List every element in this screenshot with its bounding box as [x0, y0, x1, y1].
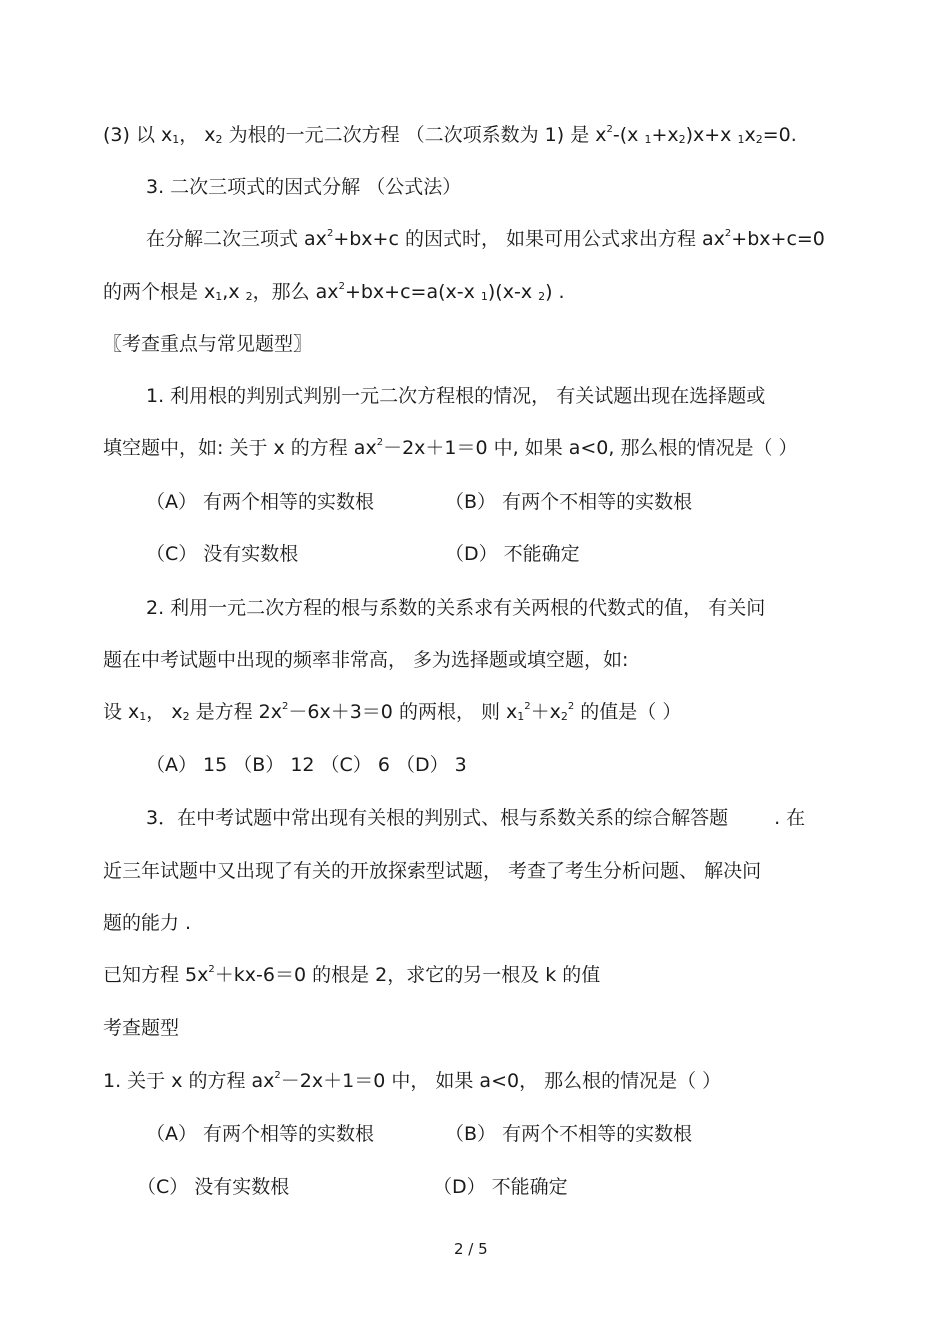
line-4 [103, 280, 565, 304]
text: ， x [146, 701, 183, 723]
subscript: 1 [737, 133, 745, 146]
line-12 [103, 700, 681, 724]
subscript: 1 [517, 710, 525, 723]
text: +bx+c=0 [731, 228, 825, 250]
text: ) . [545, 281, 565, 303]
text: )(x-x [487, 281, 539, 303]
text: 3. 二次三项式的因式分解 （公式法） [146, 176, 462, 198]
text: ，那么 ax [252, 281, 339, 303]
option-a-2 [146, 1122, 374, 1146]
line-7 [103, 436, 798, 460]
subscript: 1 [215, 290, 223, 303]
text: . 在 [774, 807, 806, 829]
text: (3) 以 x [103, 124, 173, 146]
subscript: 1 [480, 290, 488, 303]
subscript: 2 [538, 290, 546, 303]
line-1 [103, 123, 797, 147]
option-d [445, 542, 580, 566]
line-15 [103, 859, 761, 883]
text: 2. 利用一元二次方程的根与系数的关系求有关两根的代数式的值， 有关问 [146, 597, 766, 619]
subscript: 1 [644, 133, 652, 146]
text: 1. 关于 x 的方程 ax [103, 1070, 275, 1092]
text: －6x＋3＝0 的两根， 则 x [288, 701, 518, 723]
text: x [744, 124, 756, 146]
text: （A） 有两个相等的实数根 [146, 1123, 375, 1145]
section-heading-factorization [146, 175, 461, 199]
subscript: 2 [215, 133, 223, 146]
text: 为根的一元二次方程 （二次项系数为 1) 是 x [222, 124, 607, 146]
subscript: 1 [139, 710, 147, 723]
text: ,x [222, 281, 246, 303]
superscript: 2 [567, 701, 575, 712]
text: 在分解二次三项式 ax [146, 228, 327, 250]
subscript: 2 [755, 133, 763, 146]
option-c-2 [137, 1175, 289, 1199]
text: （A） 15 （B） 12 （C） 6 （D） 3 [146, 754, 467, 776]
line-16 [103, 911, 191, 935]
text: )x+x [685, 124, 738, 146]
superscript: 2 [208, 964, 215, 975]
superscript: 2 [376, 437, 384, 448]
text: ， x [179, 124, 216, 146]
text: 近三年试题中又出现了有关的开放探索型试题， 考查了考生分析问题、 解决问 [103, 860, 762, 882]
text: －2x＋1＝0 中， 如果 a<0， 那么根的情况是（ ） [280, 1070, 722, 1092]
text: +bx+c 的因式时， 如果可用公式求出方程 ax [333, 228, 725, 250]
text: 设 x [103, 701, 140, 723]
superscript: 2 [326, 228, 334, 239]
text: 2 / 5 [454, 1240, 488, 1258]
text: =0. [762, 124, 797, 146]
text: -(x [612, 124, 645, 146]
superscript: 2 [338, 281, 345, 292]
subscript: 2 [678, 133, 686, 146]
line-3 [146, 227, 825, 251]
text: 的两个根是 x [103, 281, 216, 303]
line-17 [103, 963, 600, 987]
subscript: 1 [172, 133, 180, 146]
text: （A） 有两个相等的实数根 [146, 491, 375, 513]
text: 〖考查重点与常见题型〗 [103, 333, 313, 355]
option-a [146, 490, 374, 514]
option-b [445, 490, 692, 514]
line-11 [103, 648, 628, 672]
text: 1. 利用根的判别式判别一元二次方程根的情况， 有关试题出现在选择题或 [146, 385, 766, 407]
text: 题在中考试题中出现的频率非常高， 多为选择题或填空题，如: [103, 649, 629, 671]
superscript: 2 [606, 124, 613, 135]
section-heading-key-points [103, 332, 312, 356]
options-row [146, 753, 467, 777]
text: （B） 有两个不相等的实数根 [445, 491, 693, 513]
text: 题的能力 . [103, 912, 192, 934]
text: ＋x [530, 701, 561, 723]
page-number [454, 1237, 488, 1261]
text: +bx+c=a(x-x [344, 281, 481, 303]
subscript: 2 [245, 290, 253, 303]
text: （B） 有两个不相等的实数根 [445, 1123, 693, 1145]
text: 3．在中考试题中常出现有关根的判别式、根与系数关系的综合解答题 [146, 807, 729, 829]
text: （D） 不能确定 [445, 543, 580, 565]
superscript: 2 [274, 1070, 281, 1081]
text: +x [651, 124, 679, 146]
section-heading-question-types [103, 1016, 179, 1040]
text: 填空题中，如: 关于 x 的方程 ax [103, 437, 377, 459]
line-19 [103, 1069, 721, 1093]
subscript: 2 [560, 710, 568, 723]
text: 的值是（ ） [574, 701, 682, 723]
text: 是方程 2x [189, 701, 283, 723]
option-d-2 [433, 1175, 568, 1199]
text: （C） 没有实数根 [137, 1176, 290, 1198]
text: －2x＋1＝0 中, 如果 a<0, 那么根的情况是（ ） [383, 437, 798, 459]
text: 已知方程 5x [103, 964, 209, 986]
text: ＋kx-6＝0 的根是 2，求它的另一根及 k 的值 [214, 964, 601, 986]
superscript: 2 [724, 228, 732, 239]
option-c [146, 542, 298, 566]
text: 考查题型 [103, 1017, 180, 1039]
option-b-2 [445, 1122, 692, 1146]
line-14 [146, 806, 805, 830]
subscript: 2 [182, 710, 190, 723]
superscript: 2 [524, 701, 531, 712]
text: （D） 不能确定 [433, 1176, 568, 1198]
line-6 [146, 384, 765, 408]
text: （C） 没有实数根 [146, 543, 299, 565]
superscript: 2 [282, 701, 289, 712]
line-10 [146, 596, 765, 620]
